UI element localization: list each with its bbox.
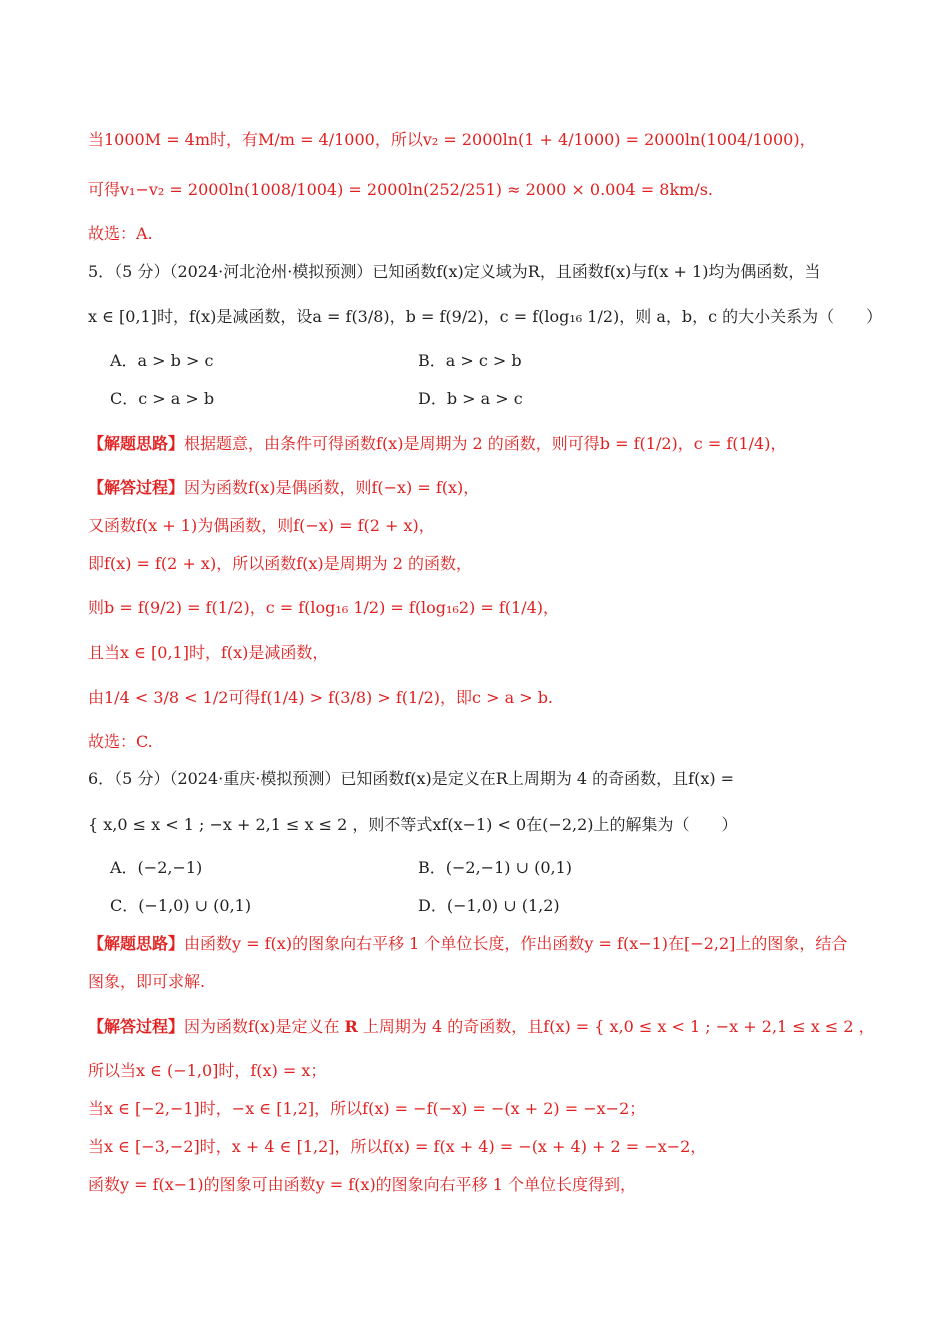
q5-process-2: 又函数f(x + 1)为偶函数，则f(−x) = f(2 + x)， <box>88 516 435 535</box>
q5-option-a: A．a > b > c <box>110 351 214 370</box>
q5-idea-tag: 【解题思路】 <box>88 434 185 453</box>
q6-process-4: 当x ∈ [−3,−2]时，x + 4 ∈ [1,2]，所以f(x) = f(x + 4) = −(x + 4) + 2 = −x−2， <box>88 1137 707 1156</box>
q5-option-d: D．b > a > c <box>418 389 523 408</box>
q6-idea-text-1: 由函数y = f(x)的图象向右平移 1 个单位长度，作出函数y = f(x−1)在[−2,2]上的图象，结合 <box>184 934 848 953</box>
prev-solution-line-2: 可得v₁−v₂ = 2000ln(1008/1004) = 2000ln(252/251) ≈ 2000 × 0.004 = 8km/s. <box>88 180 714 199</box>
q5-stem-line-1: 5．（5 分）（2024·河北沧州·模拟预测）已知函数f(x)定义域为R，且函数f(x)与f(x + 1)均为偶函数，当 <box>88 262 821 281</box>
q6-process-text-1a: 因为函数f(x)是定义在 <box>184 1017 345 1036</box>
q5-idea-text: 根据题意，由条件可得函数f(x)是周期为 2 的函数，则可得b = f(1/2)，c = f(1/4)， <box>184 434 787 453</box>
q6-stem-line-1: 6．（5 分）（2024·重庆·模拟预测）已知函数f(x)是定义在R上周期为 4 的奇函数，且f(x) = <box>88 769 735 788</box>
q6-process-3: 当x ∈ [−2,−1]时，−x ∈ [1,2]，所以f(x) = −f(−x) = −(x + 2) = −x−2； <box>88 1099 646 1118</box>
q6-idea-2: 图象，即可求解. <box>88 972 206 991</box>
q5-stem-line-2: x ∈ [0,1]时，f(x)是减函数，设a = f(3/8)，b = f(9/2)，c = f(log₁₆ 1/2)，则 a，b，c 的大小关系为（ ） <box>88 307 883 326</box>
q5-process-3: 即f(x) = f(2 + x)，所以函数f(x)是周期为 2 的函数， <box>88 554 472 573</box>
q5-answer: 故选：C. <box>88 732 153 751</box>
q6-option-c: C．(−1,0) ∪ (0,1) <box>110 896 252 915</box>
q5-idea <box>88 432 864 456</box>
q6-option-d: D．(−1,0) ∪ (1,2) <box>418 896 560 915</box>
q5-option-c: C．c > a > b <box>110 389 215 408</box>
q6-process-text-1b: R <box>344 1017 358 1036</box>
q5-option-b: B．a > c > b <box>418 351 522 370</box>
q5-process-6: 由1/4 < 3/8 < 1/2可得f(1/4) > f(3/8) > f(1/2)，即c > a > b. <box>88 688 554 707</box>
q6-process-2: 所以当x ∈ (−1,0]时，f(x) = x； <box>88 1061 327 1080</box>
prev-solution-line-1: 当1000M = 4m时，有M/m = 4/1000，所以v₂ = 2000ln(1 + 4/1000) = 2000ln(1004/1000)， <box>88 130 816 149</box>
q6-process-5: 函数y = f(x−1)的图象可由函数y = f(x)的图象向右平移 1 个单位长度得到， <box>88 1175 637 1194</box>
q6-process-tag: 【解答过程】 <box>88 1017 185 1036</box>
q5-process-5: 且当x ∈ [0,1]时，f(x)是减函数， <box>88 643 329 662</box>
q6-idea-tag: 【解题思路】 <box>88 934 185 953</box>
q6-stem-line-2: { x,0 ≤ x < 1 ; −x + 2,1 ≤ x ≤ 2 ，则不等式xf(x−1) < 0在(−2,2)上的解集为（ ） <box>88 815 738 834</box>
q6-idea-1 <box>88 932 864 956</box>
q6-option-a: A．(−2,−1) <box>110 858 203 877</box>
q5-process-4: 则b = f(9/2) = f(1/2)，c = f(log₁₆ 1/2) = f(log₁₆2) = f(1/4)， <box>88 598 560 617</box>
q6-process-1 <box>88 1015 875 1039</box>
q5-process-text-1: 因为函数f(x)是偶函数，则f(−x) = f(x)， <box>184 478 480 497</box>
q5-process-1 <box>88 476 864 500</box>
prev-answer: 故选：A. <box>88 224 153 243</box>
q5-process-tag: 【解答过程】 <box>88 478 185 497</box>
q6-option-b: B．(−2,−1) ∪ (0,1) <box>418 858 573 877</box>
q6-process-text-1c: 上周期为 4 的奇函数，且f(x) = { x,0 ≤ x < 1 ; −x + 2,1 ≤ x ≤ 2 ， <box>357 1017 875 1036</box>
